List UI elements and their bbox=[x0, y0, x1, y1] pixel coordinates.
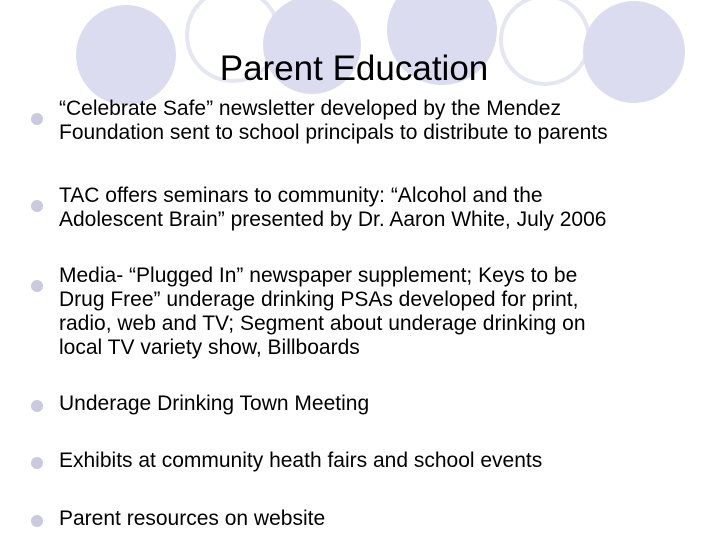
bullet-dot-icon bbox=[31, 457, 43, 469]
bullet-text: Parent resources on website bbox=[59, 507, 326, 530]
bullet-text: Underage Drinking Town Meeting bbox=[59, 392, 370, 415]
bullet-dot-icon bbox=[31, 400, 43, 412]
bullet-dot-icon bbox=[31, 113, 43, 125]
slide-title: Parent Education bbox=[219, 49, 489, 88]
bullet-text: Exhibits at community heath fairs and school events bbox=[59, 449, 543, 472]
bullet-dot-icon bbox=[31, 200, 43, 212]
bullet-dot-icon bbox=[31, 280, 43, 292]
bullet-text: TAC offers seminars to community: “Alcohol and the Adolescent Brain” presented by Dr. Aaron White, July 2006 bbox=[59, 184, 607, 231]
bullet-dot-icon bbox=[31, 515, 43, 527]
bullet-text: Media- “Plugged In” newspaper supplement; Keys to be Drug Free” underage drinking PSAs developed for print, radio, web and TV; Segment about underage drinking on local TV variety show, Billboards bbox=[59, 264, 586, 359]
bullet-text: “Celebrate Safe” newsletter developed by the Mendez Foundation sent to school principals to distribute to parents bbox=[59, 97, 608, 144]
